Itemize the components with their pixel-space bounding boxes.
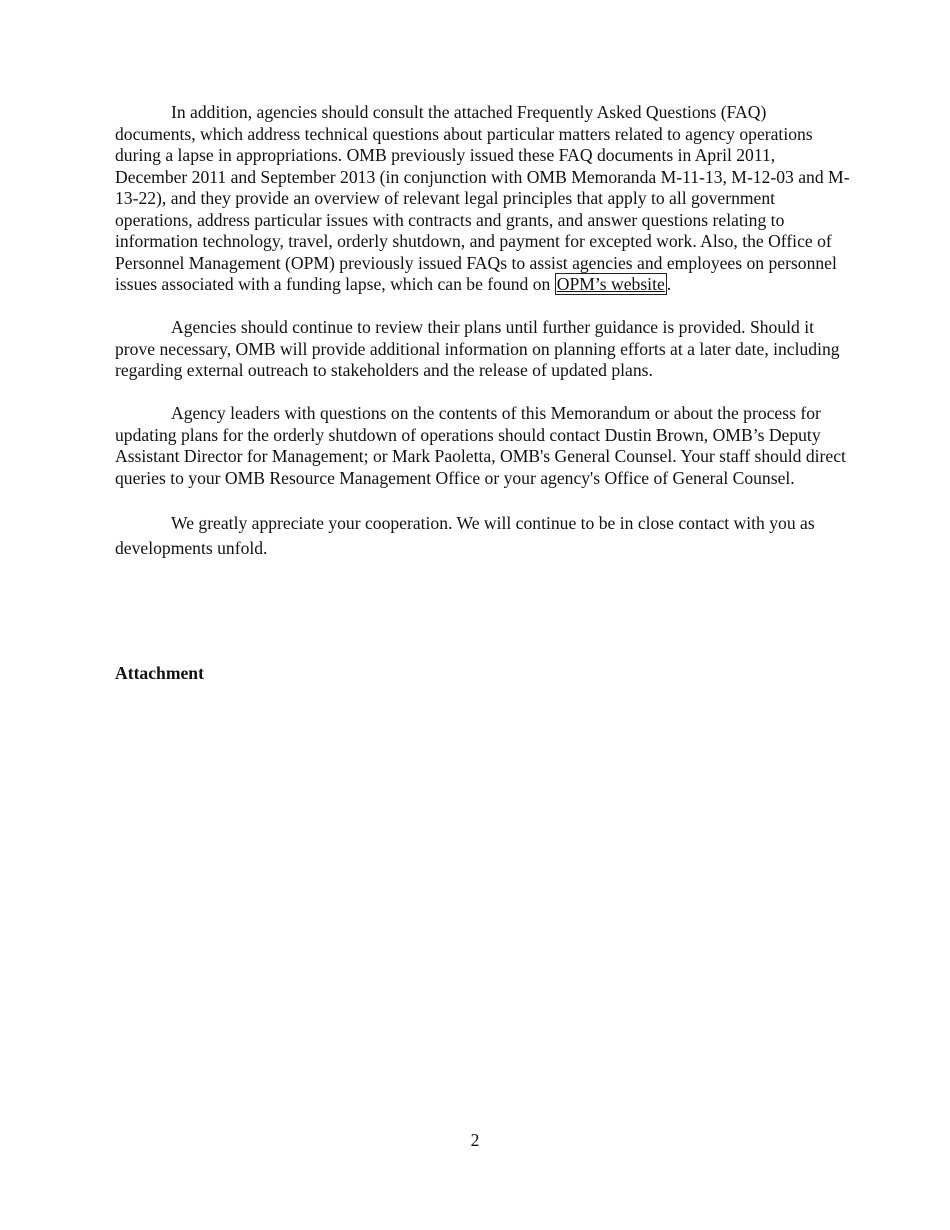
paragraph-faq-text: In addition, agencies should consult the attached Frequently Asked Questions (FAQ) documents, which address technical questions about particular matters related to agency operations during a lapse in appropriations. OMB previously issued these FAQ documents in April 2011, December 2011 and September 2013 (in conjunction with OMB Memoranda M-11-13, M-12-03 and M-13-22), and they provide an overview of relevant legal principles that apply to all government operations, address particular issues with contracts and grants, and answer questions relating to information technology, travel, orderly shutdown, and payment for excepted work. Also, the Office of Personnel Management (OPM) previously issued FAQs to assist agencies and employees on personnel issues associated with a funding lapse, which can be found on — [115, 102, 850, 294]
attachment-heading: Attachment — [115, 663, 204, 683]
document-body — [115, 102, 850, 582]
paragraph-faq — [115, 102, 850, 296]
opm-website-link[interactable]: OPM’s website — [556, 274, 665, 294]
paragraph-appreciation: We greatly appreciate your cooperation. We will continue to be in close contact with you as developments unfold. — [115, 512, 815, 558]
page-number: 2 — [470, 1130, 480, 1150]
paragraph-faq-end: . — [666, 274, 672, 294]
paragraph-contacts: Agency leaders with questions on the contents of this Memorandum or about the process for updating plans for the orderly shutdown of operations should contact Dustin Brown, OMB’s Deputy Assistant Director for Management; or Mark Paoletta, OMB's General Counsel. Your staff should direct queries to your OMB Resource Management Office or your agency's Office of General Counsel. — [115, 403, 846, 488]
paragraph-plans-review: Agencies should continue to review their plans until further guidance is provided. Should it prove necessary, OMB will provide additional information on planning efforts at a later date, including regarding external outreach to stakeholders and the release of updated plans. — [115, 317, 840, 380]
